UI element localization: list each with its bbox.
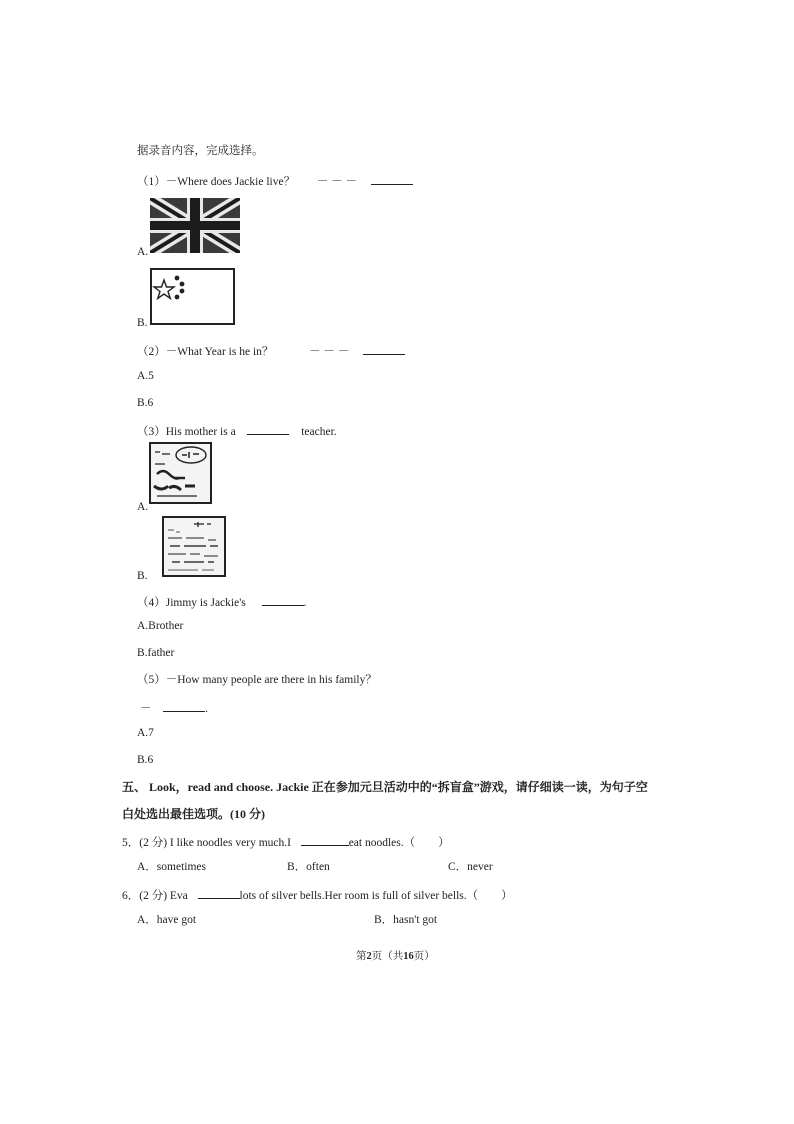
footer-total-pages: 16 [403, 951, 414, 962]
question-5 [122, 835, 450, 850]
answer-blank [262, 595, 304, 606]
answer-blank [247, 424, 289, 435]
china-flag-icon [150, 268, 235, 325]
question-5-pre: 5．(2 分) I like noodles very much.I [122, 837, 291, 849]
option-a: A．have got [137, 914, 197, 926]
answer-blank [301, 835, 349, 846]
section-heading: 五、 Look，read and choose. Jackie 正在参加元旦活动中的“拆盲盒”游戏，请仔细读一读，为句子空 [122, 780, 648, 794]
option-a: A.Brother [137, 620, 184, 632]
section-heading-line2: 白处选出最佳选项。(10 分) [122, 807, 265, 821]
chinese-textbook-icon [149, 442, 212, 504]
option-b: B.6 [137, 397, 154, 409]
option-a: A.7 [137, 727, 154, 739]
question-3 [137, 424, 337, 439]
question-5-post: eat noodles.（ ） [348, 837, 450, 849]
option-b: B.6 [137, 754, 154, 766]
instruction-text: 据录音内容，完成选择。 [137, 145, 264, 157]
question-3-pre: （3）His mother is a [137, 426, 236, 438]
question-1 [137, 174, 413, 189]
option-label: A. [137, 501, 149, 513]
answer-prefix: － [140, 703, 152, 715]
footer-post: 页） [413, 951, 435, 962]
answer-blank [363, 344, 405, 355]
question-5-listening: （5）－How many people are there in his family？ [137, 674, 377, 686]
answer-blank [371, 174, 413, 185]
option-b: B．hasn't got [374, 914, 438, 926]
footer-pre: 第 [356, 951, 367, 962]
question-2 [137, 344, 405, 359]
answer-post: . [205, 703, 209, 715]
math-textbook-icon [162, 516, 226, 577]
question-6-pre: 6．(2 分) Eva [122, 890, 188, 902]
question-6 [122, 888, 513, 903]
question-4-post: . [303, 597, 307, 609]
option-b: B．often [287, 861, 330, 873]
option-b: B.father [137, 647, 175, 659]
question-1-dashes: － － － [316, 176, 358, 188]
question-6-post: lots of silver bells.Her room is full of silver bells.（ ） [239, 890, 513, 902]
option-label: B. [137, 570, 148, 582]
question-2-text: （2）－What Year is he in？ [137, 346, 274, 358]
option-a: A．sometimes [137, 861, 206, 873]
option-c: C．never [448, 861, 493, 873]
question-4 [137, 595, 306, 610]
uk-flag-icon [150, 198, 240, 253]
answer-blank [163, 701, 205, 712]
answer-blank [198, 888, 240, 899]
question-3-post: teacher. [301, 426, 337, 438]
option-label: B. [137, 317, 148, 329]
option-label: A. [137, 246, 149, 258]
question-2-dashes: － － － [309, 346, 350, 358]
footer-page-number: 2 [366, 951, 372, 962]
page-footer [356, 952, 435, 963]
question-1-text: （1）－Where does Jackie live？ [137, 176, 296, 188]
question-4-pre: （4）Jimmy is Jackie's [137, 597, 246, 609]
footer-mid: 页（共 [371, 951, 404, 962]
answer-line [140, 701, 208, 716]
option-a: A.5 [137, 370, 154, 382]
